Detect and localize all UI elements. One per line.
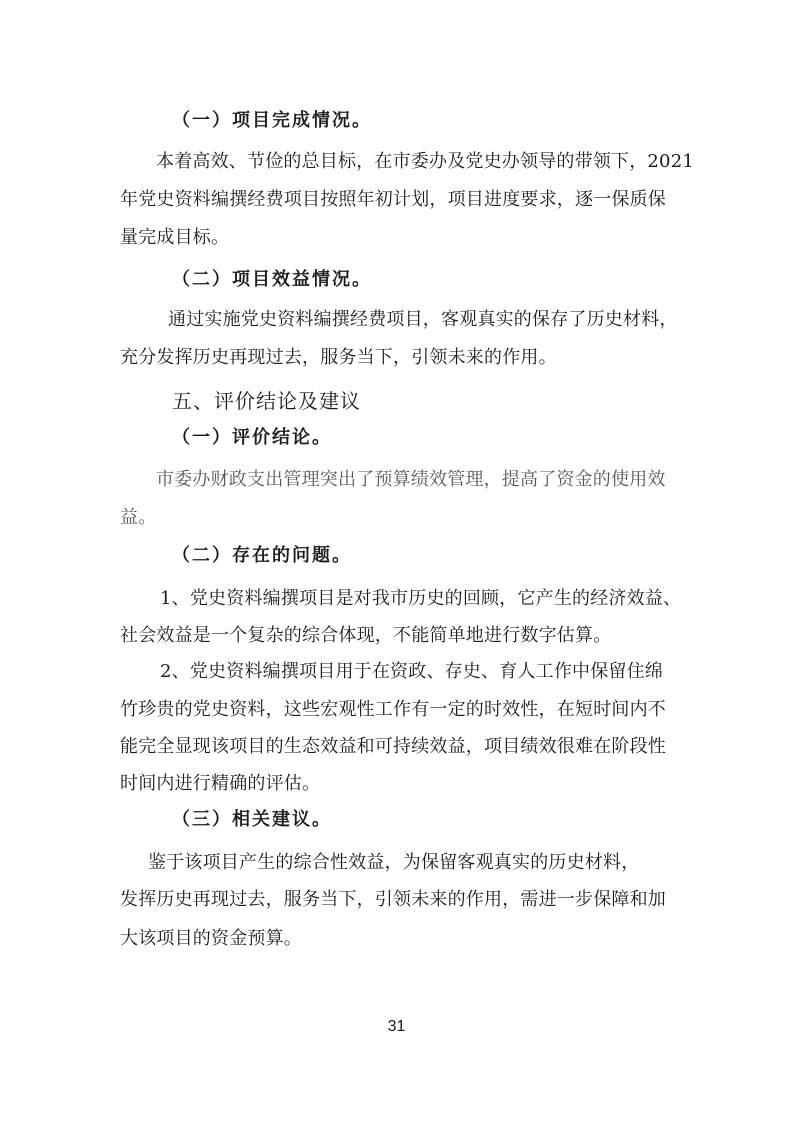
benefit-line-1: 通过实施党史资料编撰经费项目，客观真实的保存了历史材料， — [168, 309, 678, 330]
suggestions-heading: （三）相关建议。 — [172, 809, 332, 830]
conclusion-line-1: 市委办财政支出管理突出了预算绩效管理，提高了资金的使用效 — [156, 469, 666, 490]
problem2-line-3: 能完全显现该项目的生态效益和可持续效益，项目绩效很难在阶段性 — [120, 736, 666, 757]
evaluation-section-title: 五、评价结论及建议 — [172, 389, 361, 413]
benefit-line-2: 充分发挥历史再现过去，服务当下，引领未来的作用。 — [120, 347, 557, 368]
benefit-heading: （二）项目效益情况。 — [172, 269, 372, 290]
completion-line-1: 本着高效、节俭的总目标，在市委办及党史办领导的带领下，2021 — [156, 151, 695, 172]
page-number: 31 — [387, 1018, 406, 1035]
problem1-line-1: 1、党史资料编撰项目是对我市历史的回顾，它产生的经济效益、 — [160, 588, 682, 609]
suggestion-line-3: 大该项目的资金预算。 — [120, 928, 302, 949]
suggestion-line-2: 发挥历史再现过去，服务当下，引领未来的作用，需进一步保障和加 — [120, 889, 666, 910]
problem1-line-2: 社会效益是一个复杂的综合体现，不能简单地进行数字估算。 — [120, 625, 612, 646]
problems-heading: （二）存在的问题。 — [172, 545, 352, 566]
completion-line-2: 年党史资料编撰经费项目按照年初计划，项目进度要求，逐一保质保 — [120, 189, 666, 210]
completion-heading: （一）项目完成情况。 — [172, 110, 372, 131]
conclusion-heading: （一）评价结论。 — [172, 427, 332, 448]
problem2-line-1: 2、党史资料编撰项目用于在资政、存史、育人工作中保留住绵 — [160, 661, 664, 682]
suggestion-line-1: 鉴于该项目产生的综合性效益，为保留客观真实的历史材料， — [148, 852, 640, 873]
problem2-line-2: 竹珍贵的党史资料，这些宏观性工作有一定的时效性，在短时间内不 — [120, 699, 666, 720]
problem2-line-4: 时间内进行精确的评估。 — [120, 773, 321, 794]
conclusion-line-2: 益。 — [120, 507, 157, 528]
completion-line-3: 量完成目标。 — [120, 227, 230, 248]
